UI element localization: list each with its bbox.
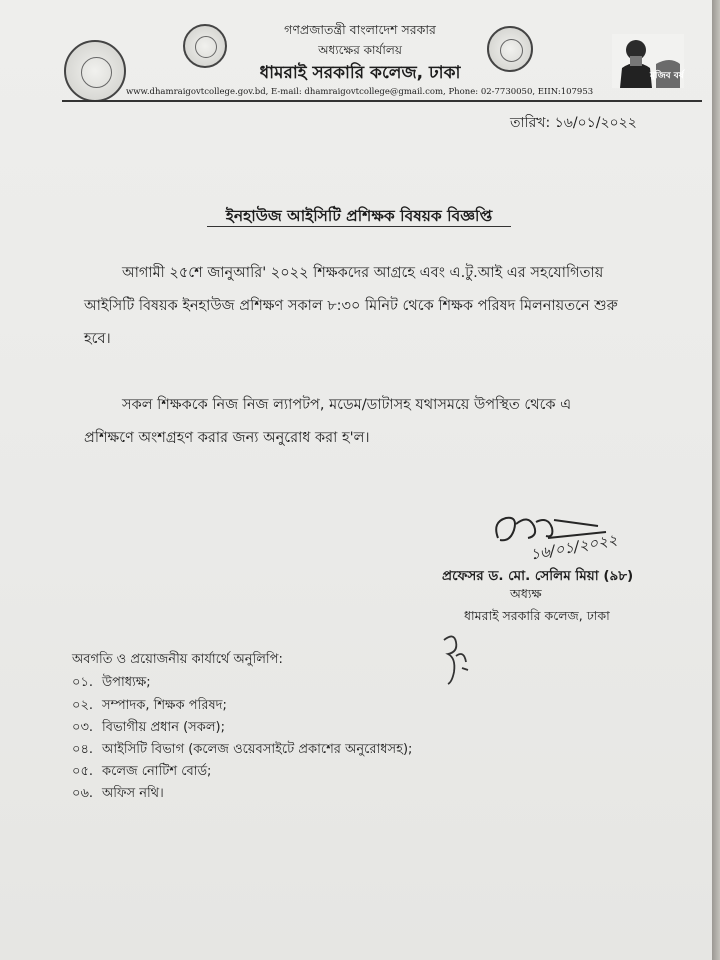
paragraph-line: আগামী ২৫শে জানুআরি' ২০২২ শিক্ষকদের আগ্রহে এবং এ.টু.আই এর সহযোগিতায়	[122, 265, 604, 281]
government-name: গণপ্রজাতন্ত্রী বাংলাদেশ সরকার	[284, 22, 436, 37]
portrait-caption: মুজিব বর্ষ	[650, 71, 684, 81]
notice-date: তারিখ: ১৬/০১/২০২২	[510, 115, 637, 131]
signature-date: ১৬/০১/২০২২	[528, 530, 619, 564]
paragraph-line: হবে।	[84, 331, 111, 347]
list-item	[72, 718, 225, 739]
body-paragraph-2	[84, 389, 669, 455]
title-underline	[207, 226, 511, 227]
item-text: বিভাগীয় প্রধান (সকল);	[102, 720, 225, 735]
copy-to-heading: অবগতি ও প্রয়োজনীয় কার্যার্থে অনুলিপি:	[72, 652, 283, 667]
paragraph-line: সকল শিক্ষককে নিজ নিজ ল্যাপটপ, মডেম/ডাটাসহ যথাসময়ে উপস্থিত থেকে এ	[122, 397, 572, 413]
paragraph-line: প্রশিক্ষণে অংশগ্রহণ করার জন্য অনুরোধ করা হ'ল।	[84, 430, 370, 446]
contact-line: www.dhamraigovtcollege.gov.bd, E-mail: dhamraigovtcollege@gmail.com, Phone: 02-7730050, EIIN:107953	[126, 87, 594, 97]
signatory-institution: ধামরাই সরকারি কলেজ, ঢাকা	[464, 608, 610, 623]
list-item	[72, 740, 412, 761]
body-paragraph-1	[84, 257, 669, 356]
paper-edge-shadow	[712, 0, 720, 960]
list-item	[72, 673, 151, 694]
college-name: ধামরাই সরকারি কলেজ, ঢাকা	[259, 63, 461, 83]
item-text: কলেজ নোটিশ বোর্ড;	[102, 764, 212, 779]
item-number: ০৫.	[72, 764, 94, 779]
item-text: অফিস নথি।	[102, 786, 164, 801]
initials-mark	[436, 628, 476, 688]
item-text: আইসিটি বিভাগ (কলেজ ওয়েবসাইটে প্রকাশের অনুরোধসহ);	[102, 742, 413, 757]
paragraph-line: আইসিটি বিষয়ক ইনহাউজ প্রশিক্ষণ সকাল ৮:৩০ মিনিট থেকে শিক্ষক পরিষদ মিলনায়তনে শুরু	[84, 298, 618, 314]
office-name: অধ্যক্ষের কার্যালয়	[318, 43, 402, 57]
header-rule	[62, 100, 702, 102]
item-number: ০৬.	[72, 786, 94, 801]
item-number: ০৪.	[72, 742, 94, 757]
item-number: ০১.	[72, 675, 94, 690]
item-text: সম্পাদক, শিক্ষক পরিষদ;	[102, 698, 227, 713]
list-item	[72, 784, 164, 805]
item-number: ০৩.	[72, 720, 94, 735]
list-item	[72, 696, 227, 717]
signatory-name: প্রফেসর ড. মো. সেলিম মিয়া (৯৮)	[442, 568, 634, 584]
notice-title: ইনহাউজ আইসিটি প্রশিক্ষক বিষয়ক বিজ্ঞপ্তি	[225, 207, 493, 225]
signatory-designation: অধ্যক্ষ	[510, 586, 542, 601]
item-text: উপাধ্যক্ষ;	[102, 675, 151, 690]
list-item	[72, 762, 211, 783]
item-number: ০২.	[72, 698, 94, 713]
